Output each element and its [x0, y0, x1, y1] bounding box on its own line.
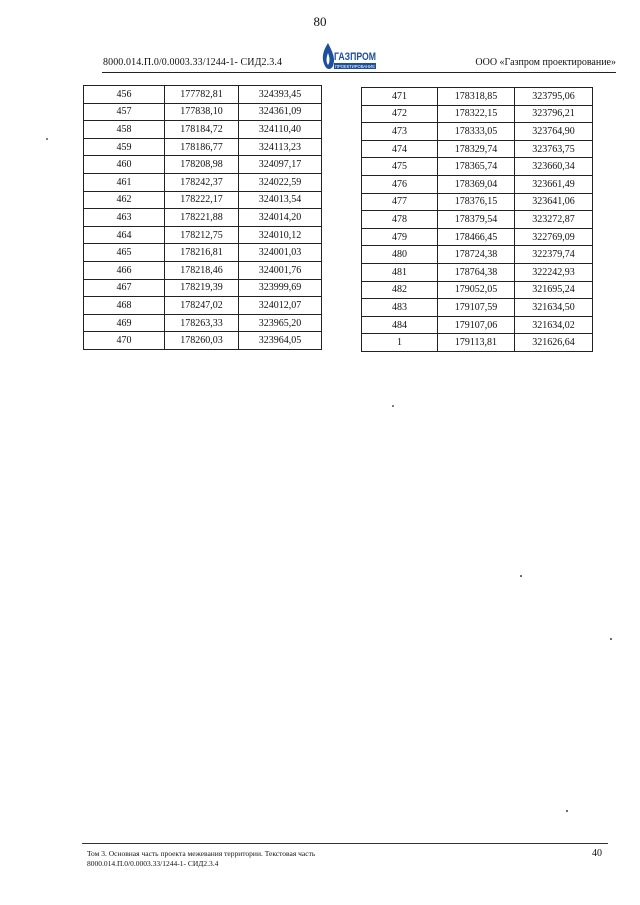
gazprom-logo: [318, 40, 378, 74]
x-coordinate-cell: 178369,04: [438, 175, 515, 193]
point-number-cell: 469: [84, 314, 165, 332]
y-coordinate-cell: 324393,45: [239, 86, 322, 104]
svg-text:ГАЗПРОМ: ГАЗПРОМ: [334, 51, 376, 63]
point-number-cell: 458: [84, 121, 165, 139]
x-coordinate-cell: 177838,10: [165, 103, 239, 121]
point-number-cell: 459: [84, 138, 165, 156]
x-coordinate-cell: 178216,81: [165, 244, 239, 262]
x-coordinate-cell: 178329,74: [438, 140, 515, 158]
table-row: [362, 158, 593, 176]
x-coordinate-cell: 178263,33: [165, 314, 239, 332]
table-row: [362, 334, 593, 352]
y-coordinate-cell: 323641,06: [515, 193, 593, 211]
table-row: [84, 261, 322, 279]
table-row: [362, 263, 593, 281]
y-coordinate-cell: 324361,09: [239, 103, 322, 121]
x-coordinate-cell: 179107,59: [438, 299, 515, 317]
table-row: [84, 173, 322, 191]
y-coordinate-cell: 324113,23: [239, 138, 322, 156]
x-coordinate-cell: 178212,75: [165, 226, 239, 244]
footer-page-number: 40: [592, 848, 602, 859]
y-coordinate-cell: 323763,75: [515, 140, 593, 158]
y-coordinate-cell: 324110,40: [239, 121, 322, 139]
coordinates-table-left: [83, 85, 322, 350]
x-coordinate-cell: 178379,54: [438, 211, 515, 229]
y-coordinate-cell: 324012,07: [239, 297, 322, 315]
point-number-cell: 466: [84, 261, 165, 279]
point-number-cell: 476: [362, 175, 438, 193]
point-number-cell: 482: [362, 281, 438, 299]
x-coordinate-cell: 179052,05: [438, 281, 515, 299]
y-coordinate-cell: 323272,87: [515, 211, 593, 229]
y-coordinate-cell: 323661,49: [515, 175, 593, 193]
table-row: [362, 246, 593, 264]
table-row: [84, 332, 322, 350]
x-coordinate-cell: 178365,74: [438, 158, 515, 176]
y-coordinate-cell: 323764,90: [515, 123, 593, 141]
y-coordinate-cell: 324022,59: [239, 173, 322, 191]
point-number-cell: 475: [362, 158, 438, 176]
point-number-cell: 465: [84, 244, 165, 262]
header-divider: [102, 72, 616, 73]
x-coordinate-cell: 178260,03: [165, 332, 239, 350]
point-number-cell: 464: [84, 226, 165, 244]
x-coordinate-cell: 178218,46: [165, 261, 239, 279]
x-coordinate-cell: 178221,88: [165, 209, 239, 227]
table-row: [362, 281, 593, 299]
gazprom-flame-icon: [323, 43, 334, 69]
y-coordinate-cell: 323964,05: [239, 332, 322, 350]
point-number-cell: 467: [84, 279, 165, 297]
y-coordinate-cell: 321634,02: [515, 316, 593, 334]
scan-speck: [46, 138, 48, 140]
y-coordinate-cell: 322379,74: [515, 246, 593, 264]
svg-text:ПРОЕКТИРОВАНИЕ: ПРОЕКТИРОВАНИЕ: [335, 64, 375, 69]
y-coordinate-cell: 323795,06: [515, 88, 593, 106]
point-number-cell: 484: [362, 316, 438, 334]
point-number-cell: 474: [362, 140, 438, 158]
x-coordinate-cell: 178208,98: [165, 156, 239, 174]
table-row: [362, 175, 593, 193]
y-coordinate-cell: 321634,50: [515, 299, 593, 317]
y-coordinate-cell: 323660,34: [515, 158, 593, 176]
y-coordinate-cell: 321626,64: [515, 334, 593, 352]
x-coordinate-cell: 178318,85: [438, 88, 515, 106]
table-row: [362, 123, 593, 141]
table-row: [362, 140, 593, 158]
coordinates-table-right: [361, 87, 593, 352]
table-row: [84, 156, 322, 174]
point-number-cell: 456: [84, 86, 165, 104]
x-coordinate-cell: 178376,15: [438, 193, 515, 211]
table-row: [84, 297, 322, 315]
x-coordinate-cell: 179113,81: [438, 334, 515, 352]
point-number-cell: 457: [84, 103, 165, 121]
header-company-name: ООО «Газпром проектирование»: [475, 57, 616, 68]
table-row: [362, 316, 593, 334]
y-coordinate-cell: 322242,93: [515, 263, 593, 281]
point-number-cell: 479: [362, 228, 438, 246]
footer-volume-title: Том 3. Основная часть проекта межевания территории. Текстовая часть: [87, 849, 316, 858]
point-number-cell: 470: [84, 332, 165, 350]
y-coordinate-cell: 324010,12: [239, 226, 322, 244]
x-coordinate-cell: 178222,17: [165, 191, 239, 209]
table-row: [84, 279, 322, 297]
table-row: [362, 105, 593, 123]
point-number-cell: 1: [362, 334, 438, 352]
table-row: [84, 314, 322, 332]
footer-document-code: 8000.014.П.0/0.0003.33/1244-1- СИД2.3.4: [87, 859, 219, 868]
x-coordinate-cell: 178322,15: [438, 105, 515, 123]
table-row: [84, 244, 322, 262]
point-number-cell: 468: [84, 297, 165, 315]
point-number-cell: 471: [362, 88, 438, 106]
y-coordinate-cell: 323965,20: [239, 314, 322, 332]
header-document-code: 8000.014.П.0/0.0003.33/1244-1- СИД2.3.4: [103, 57, 283, 68]
table-row: [362, 193, 593, 211]
point-number-cell: 481: [362, 263, 438, 281]
table-row: [84, 209, 322, 227]
footer-divider: [82, 843, 608, 844]
scan-speck: [520, 575, 522, 577]
point-number-cell: 460: [84, 156, 165, 174]
x-coordinate-cell: 178184,72: [165, 121, 239, 139]
table-row: [84, 86, 322, 104]
table-row: [84, 191, 322, 209]
point-number-cell: 472: [362, 105, 438, 123]
scan-speck: [566, 810, 568, 812]
table-row: [362, 228, 593, 246]
point-number-cell: 483: [362, 299, 438, 317]
y-coordinate-cell: 324001,76: [239, 261, 322, 279]
table-row: [84, 138, 322, 156]
x-coordinate-cell: 177782,81: [165, 86, 239, 104]
y-coordinate-cell: 324013,54: [239, 191, 322, 209]
table-row: [84, 121, 322, 139]
y-coordinate-cell: 324014,20: [239, 209, 322, 227]
x-coordinate-cell: 178764,38: [438, 263, 515, 281]
x-coordinate-cell: 178724,38: [438, 246, 515, 264]
x-coordinate-cell: 178242,37: [165, 173, 239, 191]
table-row: [362, 211, 593, 229]
page-number: 80: [313, 14, 327, 29]
point-number-cell: 480: [362, 246, 438, 264]
y-coordinate-cell: 323999,69: [239, 279, 322, 297]
x-coordinate-cell: 178466,45: [438, 228, 515, 246]
x-coordinate-cell: 179107,06: [438, 316, 515, 334]
table-row: [362, 88, 593, 106]
y-coordinate-cell: 323796,21: [515, 105, 593, 123]
y-coordinate-cell: 322769,09: [515, 228, 593, 246]
point-number-cell: 462: [84, 191, 165, 209]
point-number-cell: 463: [84, 209, 165, 227]
table-row: [84, 226, 322, 244]
x-coordinate-cell: 178247,02: [165, 297, 239, 315]
y-coordinate-cell: 324001,03: [239, 244, 322, 262]
scan-speck: [392, 405, 394, 407]
y-coordinate-cell: 321695,24: [515, 281, 593, 299]
point-number-cell: 478: [362, 211, 438, 229]
table-row: [84, 103, 322, 121]
scan-speck: [610, 638, 612, 640]
point-number-cell: 461: [84, 173, 165, 191]
x-coordinate-cell: 178186,77: [165, 138, 239, 156]
table-row: [362, 299, 593, 317]
y-coordinate-cell: 324097,17: [239, 156, 322, 174]
x-coordinate-cell: 178333,05: [438, 123, 515, 141]
point-number-cell: 477: [362, 193, 438, 211]
x-coordinate-cell: 178219,39: [165, 279, 239, 297]
point-number-cell: 473: [362, 123, 438, 141]
